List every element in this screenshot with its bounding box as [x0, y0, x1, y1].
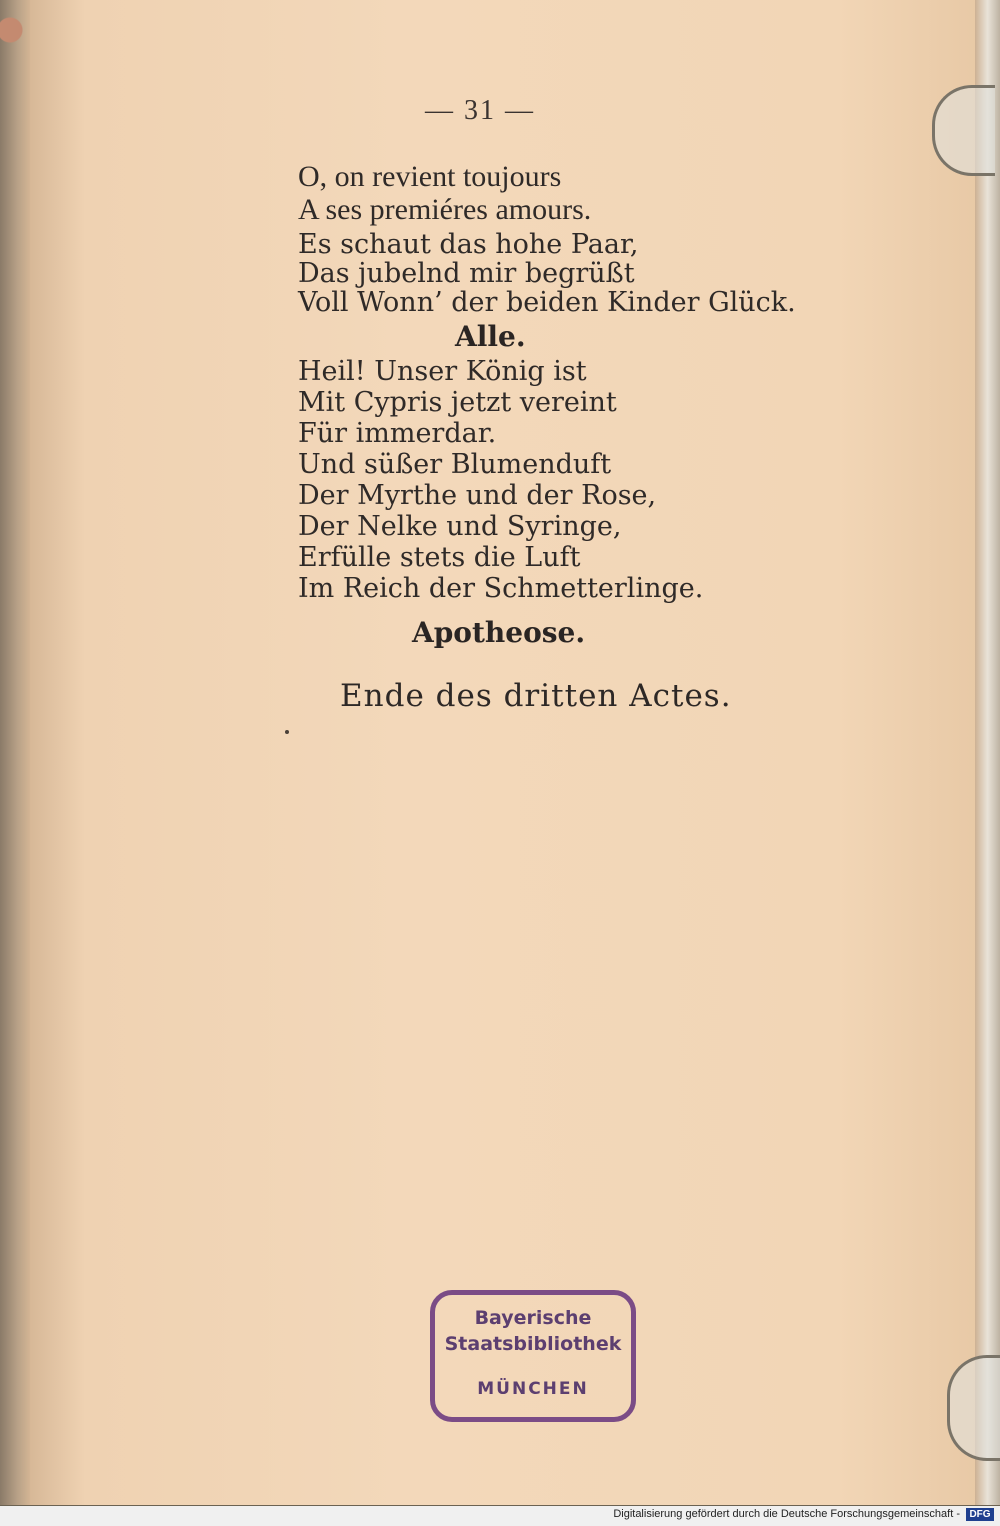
text-line: Im Reich der Schmetterlinge.: [298, 573, 704, 604]
library-stamp: [430, 1290, 636, 1422]
text-line: Voll Wonn’ der beiden Kinder Glück.: [298, 287, 796, 318]
text-line: Für immerdar.: [298, 418, 497, 449]
act-end-line: Ende des dritten Actes.: [340, 678, 732, 714]
page-binding-edge: [0, 0, 30, 1505]
text-line: Der Myrthe und der Rose,: [298, 480, 657, 511]
stage-direction-heading: Apotheose.: [412, 616, 586, 649]
text-line: Der Nelke und Syringe,: [298, 511, 622, 542]
text-line: Und süßer Blumenduft: [298, 449, 612, 480]
stamp-line-3: MÜNCHEN: [477, 1379, 589, 1399]
text-line: A ses premiéres amours.: [298, 193, 592, 226]
stamp-line-2: Staatsbibliothek: [444, 1333, 622, 1355]
text-line: Mit Cypris jetzt vereint: [298, 387, 617, 418]
binding-decoration: [0, 0, 32, 70]
dfg-logo-icon: DFG: [966, 1508, 994, 1521]
text-line: Erfülle stets die Luft: [298, 542, 581, 573]
ink-speck: [285, 730, 289, 734]
page-clip-bottom: [947, 1355, 1000, 1461]
text-line: Das jubelnd mir begrüßt: [298, 258, 635, 289]
text-line: Heil! Unser König ist: [298, 356, 587, 387]
page-number: — 31 —: [425, 95, 535, 126]
speaker-heading: Alle.: [455, 320, 526, 353]
page-right-edge: [975, 0, 1000, 1505]
digitization-credit: Digitalisierung gefördert durch die Deutsche Forschungsgemeinschaft -: [613, 1508, 960, 1520]
stamp-line-1: Bayerische: [474, 1307, 592, 1329]
text-line: Es schaut das hohe Paar,: [298, 229, 639, 260]
text-line: O, on revient toujours: [298, 160, 562, 193]
